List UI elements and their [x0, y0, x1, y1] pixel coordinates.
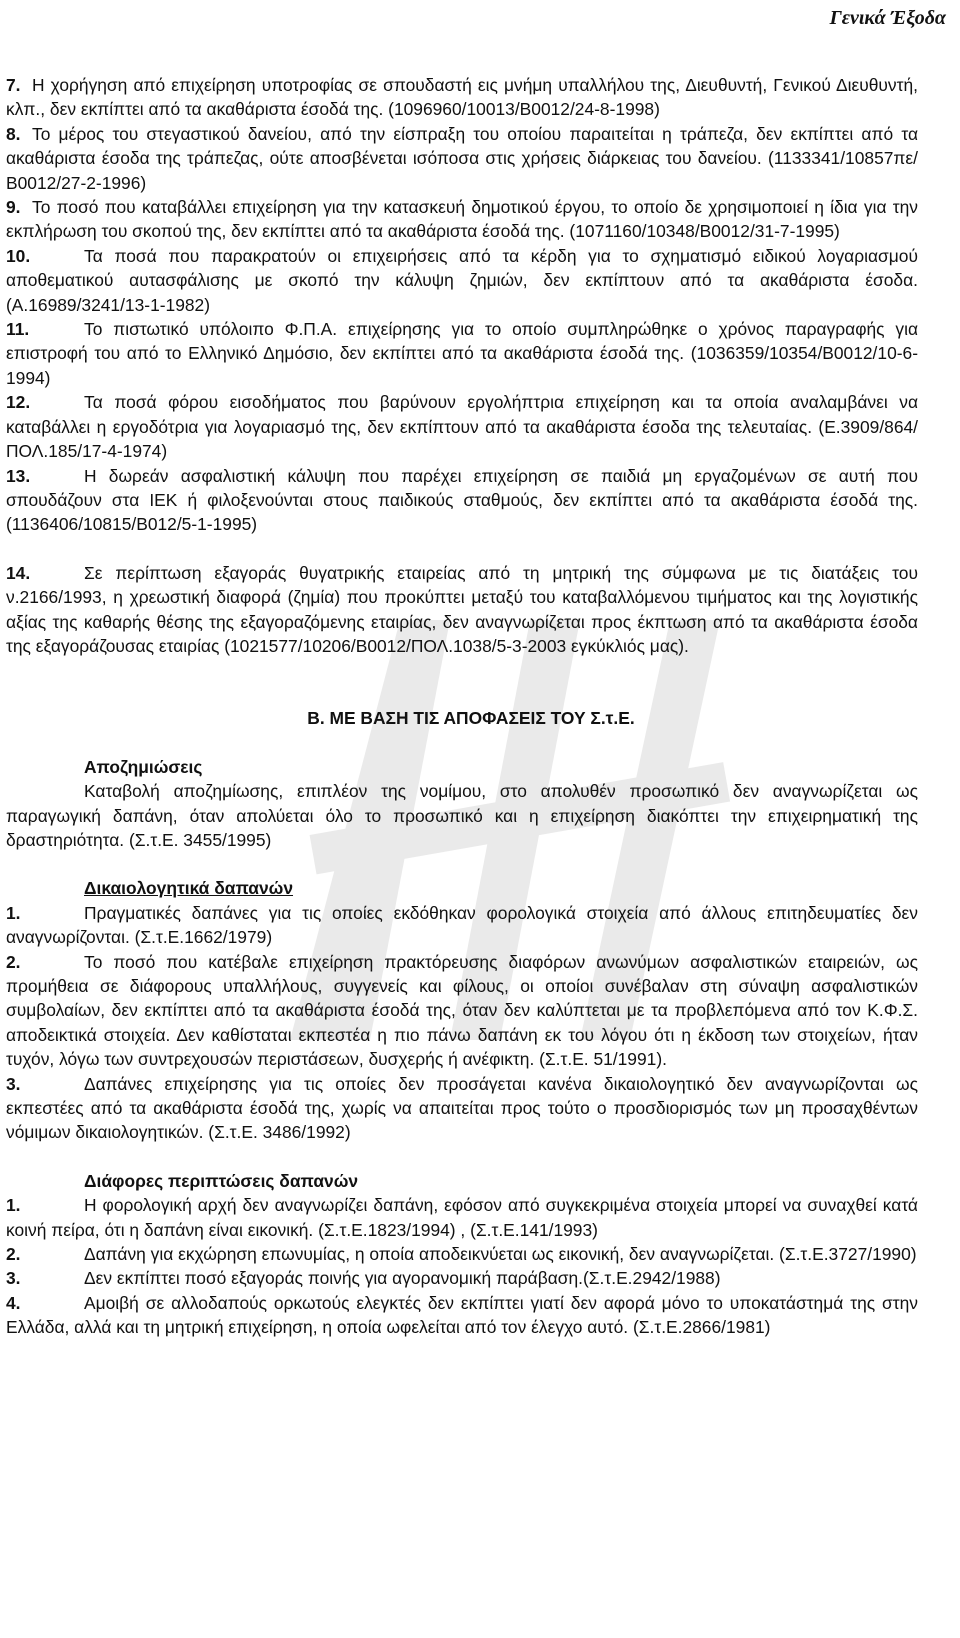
item-number: 9.: [6, 197, 21, 218]
item-text: Το ποσό που καταβάλλει επιχείρηση για την κατασκευή δημοτικού έργου, το οποίο δε χρησιμοποιεί η ίδια για την εκπλήρωση του σκοπού της, δεν εκπίπτει από τα ακαθάριστα έσοδά της. (1071160/10348/Β0012/31-7-1995): [6, 197, 918, 242]
misc-expenses-section: [6, 1169, 918, 1340]
rulings-list-a: [6, 73, 918, 537]
item-number: 1.: [6, 1195, 21, 1216]
item-number: 13.: [6, 465, 31, 486]
compensation-heading: Αποζημιώσεις: [84, 756, 203, 777]
item-text: Το πιστωτικό υπόλοιπο Φ.Π.Α. επιχείρησης για το οποίο συμπληρώθηκε ο χρόνος παραγραφής για επιστροφή του από το Ελληνικό Δημόσιο, δεν εκπίπτει από τα ακαθάριστα έσοδά της. (1036359/10354/Β0012/10-6-1994): [6, 319, 918, 388]
ruling-item: [6, 1291, 918, 1340]
item-text: Το ποσό που κατέβαλε επιχείρηση πρακτόρευσης διαφόρων ανωνύμων ασφαλιστικών εταιρειών, ως προμήθεια σε διάφορους υπαλλήλους, συγγενείς και φίλους, οι οποίοι συνέβαλαν στη σύναψη ασφαλιστικών συμβολαίων, δεν εκπίπτει από τα ακαθάριστα έσοδά της, όταν δεν καλύπτεται με τα προβλεπόμενα από τον Κ.Φ.Σ. αποδεικτικά στοιχεία. Δεν καθίσταται εκπεστέα η πιο πάνω δαπάνη εκ του λόγου ότι η έκδοση των στοιχείων, ήταν τυχόν, λόγω των συντρεχουσών περιστάσεων, δυσχερής ή ανέφικτη. (Σ.τ.Ε. 51/1991).: [6, 951, 918, 1070]
ruling-item: [6, 901, 918, 950]
item-number: 11.: [6, 319, 30, 340]
misc-expenses-heading: Διάφορες περιπτώσεις δαπανών: [84, 1170, 359, 1191]
ruling-item: [6, 195, 918, 244]
item-text: Η δωρεάν ασφαλιστική κάλυψη που παρέχει επιχείρηση σε παιδιά μη εργαζομένων σε αυτή που σπουδάζουν στα ΙΕΚ ή φιλοξενούνται στους παιδικούς σταθμούς, δεν εκπίπτει από τα ακαθάριστα έσοδά της. (1136406/10815/Β012/5-1-1995): [6, 465, 918, 535]
ruling-item: [6, 1193, 918, 1242]
item-text: Τα ποσά που παρακρατούν οι επιχειρήσεις από τα κέρδη για το σχηματισμό ειδικού λογαριασμού αποθεματικού αυτασφάλισης με σκοπό την κάλυψη ζημιών, δεν εκπίπτουν από τα ακαθάριστα έσοδα. (Α.16989/3241/13-1-1982): [6, 245, 918, 315]
ruling-item: [6, 1266, 918, 1290]
item-text: Αμοιβή σε αλλοδαπούς ορκωτούς ελεγκτές δεν εκπίπτει γιατί δεν αφορά μόνο το υποκατάστημά της στην Ελλάδα, αλλά και τη μητρική επιχείρηση, η οποία ωφελείται από τον έλεγχο αυτό. (Σ.τ.Ε.2866/1981): [6, 1292, 918, 1338]
justified-expenses-section: [6, 876, 918, 1144]
item-number: 3.: [6, 1073, 21, 1094]
item-number: 14.: [6, 562, 31, 583]
compensation-section: [6, 755, 918, 853]
item-text: Η φορολογική αρχή δεν αναγνωρίζει δαπάνη, εφόσον από συγκεκριμένα στοιχεία μπορεί να συναχθεί κατά κοινή πείρα, ότι η δαπάνη είναι εικονική. (Σ.τ.Ε.1823/1994) , (Σ.τ.Ε.141/1993): [6, 1195, 918, 1240]
item-text: Σε περίπτωση εξαγοράς θυγατρικής εταιρείας από τη μητρική της σύμφωνα με τις διατάξεις του ν.2166/1993, η χρεωστική διαφορά (ζημία) που προκύπτει μεταξύ του καταβαλλόμενου τιμήματος και της λογιστικής αξίας της καθαρής θέσης της εξαγοραζόμενης εταιρίας, δεν αναγνωρίζεται προς έκπτωση από τα ακαθάριστα έσοδα της εξαγοράζουσας εταιρίας (1021577/10206/Β0012/ΠΟΛ.1038/5-3-2003 εγκύκλιός μας).: [6, 562, 918, 656]
item-number: 4.: [6, 1292, 21, 1313]
running-header: Γενικά Έξοδα: [829, 7, 946, 29]
ruling-item: [6, 122, 918, 195]
item-text: Δεν εκπίπτει ποσό εξαγοράς ποινής για αγορανομική παράβαση.(Σ.τ.Ε.2942/1988): [84, 1268, 721, 1289]
section-b-title: Β. ΜΕ ΒΑΣΗ ΤΙΣ ΑΠΟΦΑΣΕΙΣ ΤΟΥ Σ.τ.Ε.: [307, 708, 635, 729]
item-text: Τα ποσά φόρου εισοδήματος που βαρύνουν εργολήπτρια επιχείρηση και τα οποία αναλαμβάνει να καταβάλλει η εργοδότρια για λογαριασμό της, δεν εκπίπτουν από τα ακαθάριστα έσοδα της τελευταίας. (Ε.3909/864/ΠΟΛ.185/17-4-1974): [6, 392, 918, 462]
item-number: 8.: [6, 123, 21, 144]
item-number: 3.: [6, 1268, 21, 1289]
item-text: Η χορήγηση από επιχείρηση υποτροφίας σε σπουδαστή εις μνήμη υπαλλήλου της, Διευθυντή, Γενικού Διευθυντή, κλπ., δεν εκπίπτει από τα ακαθάριστα έσοδά της. (1096960/10013/Β0012/24-8-1998): [6, 75, 918, 120]
item-number: 2.: [6, 951, 21, 972]
ruling-item: [6, 464, 918, 537]
item-text: Πραγματικές δαπάνες για τις οποίες εκδόθηκαν φορολογικά στοιχεία από άλλους επιτηδευματίες δεν αναγνωρίζονται. (Σ.τ.Ε.1662/1979): [6, 902, 918, 948]
item-number: 10.: [6, 245, 31, 266]
ruling-item: [6, 73, 918, 122]
item-number: 7.: [6, 75, 21, 95]
ruling-item: [6, 1242, 918, 1266]
item-text: Δαπάνες επιχείρησης για τις οποίες δεν προσάγεται κανένα δικαιολογητικό δεν αναγνωρίζονται ως εκπεστέες από τα ακαθάριστα έσοδά της, χωρίς να απαιτείται προς τούτο ο προσδιορισμός των μη προσαχθέντων νόμιμων δικαιολογητικών. (Σ.τ.Ε. 3486/1992): [6, 1073, 918, 1143]
ruling-item-14: [6, 561, 918, 659]
ruling-item: [6, 390, 918, 463]
justified-expenses-heading: Δικαιολογητικά δαπανών: [84, 878, 294, 899]
item-number: 1.: [6, 902, 21, 923]
item-text: Δαπάνη για εκχώρηση επωνυμίας, η οποία αποδεικνύεται ως εικονική, δεν αναγνωρίζεται. (Σ.τ.Ε.3727/1990): [84, 1244, 917, 1265]
ruling-item: [6, 950, 918, 1072]
ruling-item: [6, 244, 918, 317]
item-text: Το μέρος του στεγαστικού δανείου, από την είσπραξη του οποίου παραιτείται η τράπεζα, δεν εκπίπτει από τα ακαθάριστα έσοδα της τράπεζας, ούτε αποσβένεται ισόποσα στις χρήσεις διάρκειας του δανείου. (1133341/10857πε/Β0012/27-2-1996): [6, 123, 918, 193]
main-content: [6, 73, 918, 1340]
ruling-item: [6, 1072, 918, 1145]
ruling-item: [6, 317, 918, 390]
compensation-text: Καταβολή αποζημίωσης, επιπλέον της νομίμου, στο απολυθέν προσωπικό δεν αναγνωρίζεται ως παραγωγική δαπάνη, όταν απολύεται όλο το προσωπικό και η επιχείρηση διακόπτει την επιχειρηματική της δραστηριότητα. (Σ.τ.Ε. 3455/1995): [6, 781, 918, 850]
item-number: 2.: [6, 1244, 21, 1265]
item-number: 12.: [6, 392, 31, 413]
